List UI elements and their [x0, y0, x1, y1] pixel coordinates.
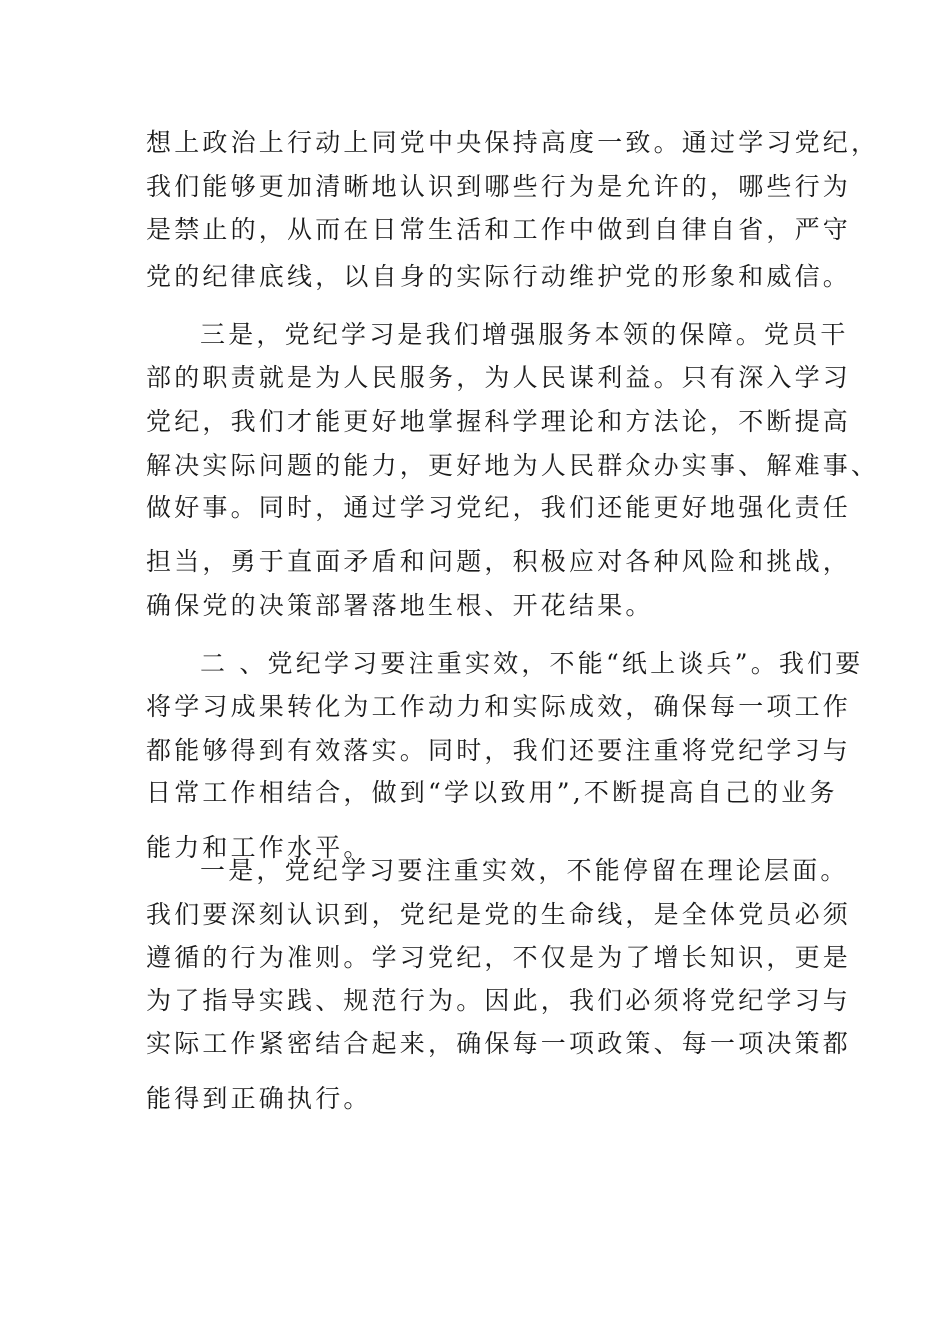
- paragraph-start-line: 一是，党纪学习要注重实效，不能停留在理论层面。: [200, 856, 849, 885]
- text-line: 遵循的行为准则。学习党纪，不仅是为了增长知识，更是: [146, 943, 852, 972]
- text-line: 确保党的决策部署落地生根、开花结果。: [146, 591, 654, 620]
- text-line: 我们能够更加清晰地认识到哪些行为是允许的，哪些行为: [146, 172, 852, 201]
- text-line: 做好事。同时，通过学习党纪，我们还能更好地强化责任: [146, 493, 852, 522]
- text-line: 是禁止的，从而在日常生活和工作中做到自律自省，严守: [146, 215, 852, 244]
- text-line: 日常工作相结合，做到“学以致用”,不断提高自己的业务: [146, 778, 838, 807]
- text-line: 想上政治上行动上同党中央保持高度一致。通过学习党纪，: [146, 128, 880, 157]
- text-line: 党纪，我们才能更好地掌握科学理论和方法论，不断提高: [146, 407, 852, 436]
- text-line: 将学习成果转化为工作动力和实际成效，确保每一项工作: [146, 692, 852, 721]
- text-line: 能得到正确执行。: [146, 1084, 372, 1113]
- section-heading-line: 二 、党纪学习要注重实效，不能“纸上谈兵”。我们要: [200, 649, 864, 678]
- text-line: 能力和工作水平。: [146, 833, 372, 862]
- text-line: 我们要深刻认识到，党纪是党的生命线，是全体党员必须: [146, 900, 852, 929]
- text-line: 党的纪律底线，以自身的实际行动维护党的形象和威信。: [146, 262, 852, 291]
- text-line: 部的职责就是为人民服务，为人民谋利益。只有深入学习: [146, 363, 852, 392]
- text-line: 解决实际问题的能力，更好地为人民群众办实事、解难事、: [146, 451, 880, 480]
- text-line: 都能够得到有效落实。同时，我们还要注重将党纪学习与: [146, 736, 852, 765]
- text-line: 担当，勇于直面矛盾和问题，积极应对各种风险和挑战，: [146, 547, 852, 576]
- text-line: 实际工作紧密结合起来，确保每一项政策、每一项决策都: [146, 1029, 852, 1058]
- text-line: 为了指导实践、规范行为。因此，我们必须将党纪学习与: [146, 986, 852, 1015]
- paragraph-start-line: 三是，党纪学习是我们增强服务本领的保障。党员干: [200, 320, 849, 349]
